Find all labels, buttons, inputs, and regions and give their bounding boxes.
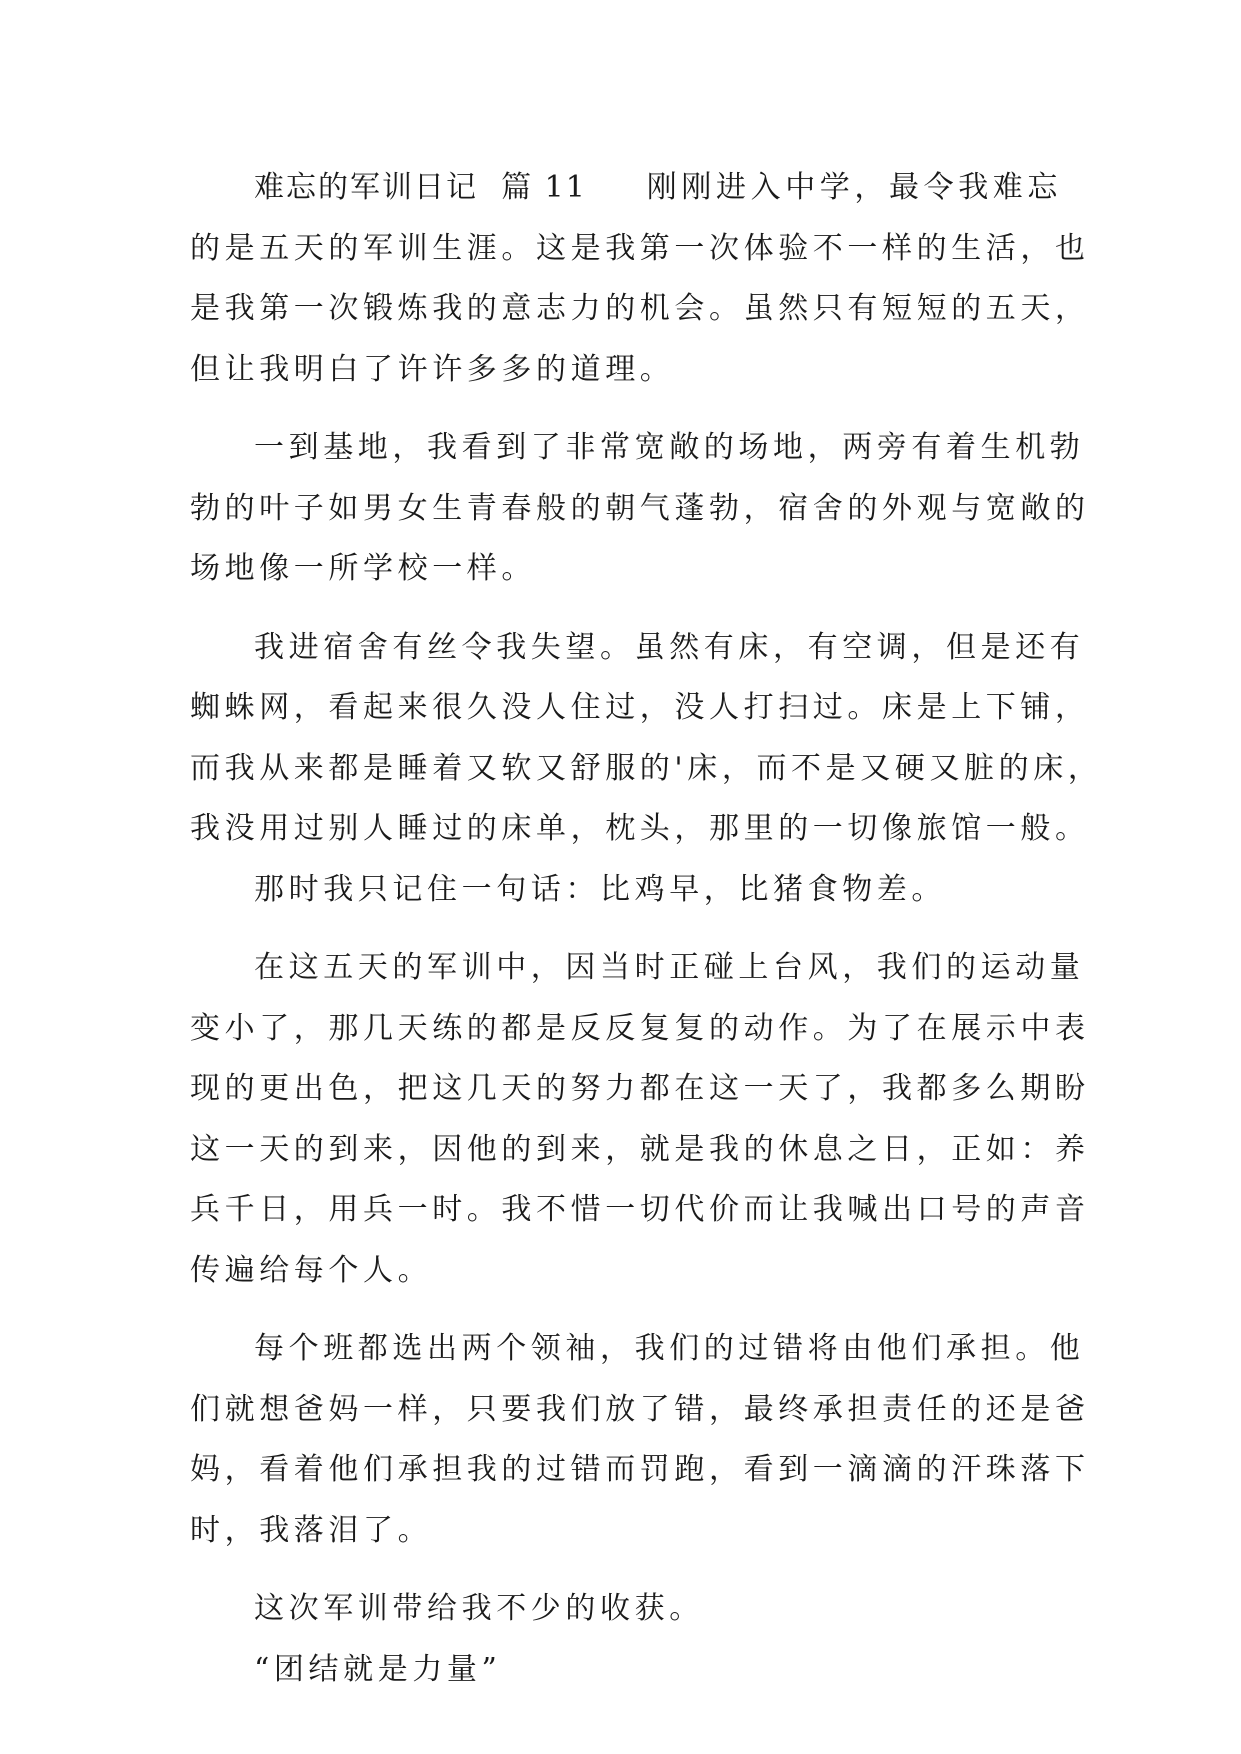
- paragraph-5-line-3: 现的更出色，把这几天的努力都在这一天了，我都多么期盼: [190, 1071, 1090, 1106]
- paragraph-1-line-1: [190, 158, 1070, 219]
- paragraph-2-line-3: 场地像一所学校一样。: [190, 551, 536, 586]
- paragraph-7-line-1: 这次军训带给我不少的收获。: [254, 1591, 704, 1626]
- paragraph-text: 刚刚进入中学，最令我难忘: [646, 170, 1062, 205]
- paragraph-1-line-3: 是我第一次锻炼我的意志力的机会。虽然只有短短的五天，: [190, 291, 1090, 326]
- paragraph-3-line-4: 我没用过别人睡过的床单，枕头，那里的一切像旅馆一般。: [190, 811, 1090, 846]
- paragraph-5-line-6: 传遍给每个人。: [190, 1252, 433, 1288]
- paragraph-6-line-2: 们就想爸妈一样，只要我们放了错，最终承担责任的还是爸: [190, 1391, 1090, 1427]
- paragraph-5-line-4: 这一天的到来，因他的到来，就是我的休息之日，正如：养: [190, 1131, 1090, 1167]
- document-body: [190, 158, 1103, 1700]
- paragraph-3-line-1: 我进宿舍有丝令我失望。虽然有床，有空调，但是还有: [254, 629, 1085, 665]
- paragraph-2-line-2: 勃的叶子如男女生青春般的朝气蓬勃，宿舍的外观与宽敞的: [190, 490, 1090, 526]
- paragraph-3-line-3: 而我从来都是睡着又软又舒服的'床，而不是又硬又脏的床，: [190, 750, 1103, 786]
- paragraph-2-line-1: 一到基地，我看到了非常宽敞的场地，两旁有着生机勃: [254, 430, 1085, 465]
- paragraph-4-line-1: 那时我只记住一句话：比鸡早，比猪食物差。: [254, 871, 946, 907]
- paragraph-1-line-2: 的是五天的军训生涯。这是我第一次体验不一样的生活，也: [190, 230, 1090, 266]
- paragraph-6-line-1: 每个班都选出两个领袖，我们的过错将由他们承担。他: [254, 1331, 1085, 1366]
- document-title: 难忘的军训日记 篇 11: [254, 170, 587, 205]
- paragraph-6-line-3: 妈，看着他们承担我的过错而罚跑，看到一滴滴的汗珠落下: [190, 1452, 1090, 1487]
- paragraph-5-line-2: 变小了，那几天练的都是反反复复的动作。为了在展示中表: [190, 1010, 1090, 1046]
- paragraph-5-line-5: 兵千日，用兵一时。我不惜一切代价而让我喊出口号的声音: [190, 1192, 1090, 1227]
- paragraph-5-line-1: 在这五天的军训中，因当时正碰上台风，我们的运动量: [254, 950, 1085, 985]
- paragraph-1-line-4: 但让我明白了许许多多的道理。: [190, 351, 675, 387]
- paragraph-3-line-2: 蜘蛛网，看起来很久没人住过，没人打扫过。床是上下铺，: [190, 690, 1090, 725]
- paragraph-6-line-4: 时，我落泪了。: [190, 1512, 433, 1548]
- paragraph-8-line-1: “团结就是力量”: [254, 1651, 502, 1687]
